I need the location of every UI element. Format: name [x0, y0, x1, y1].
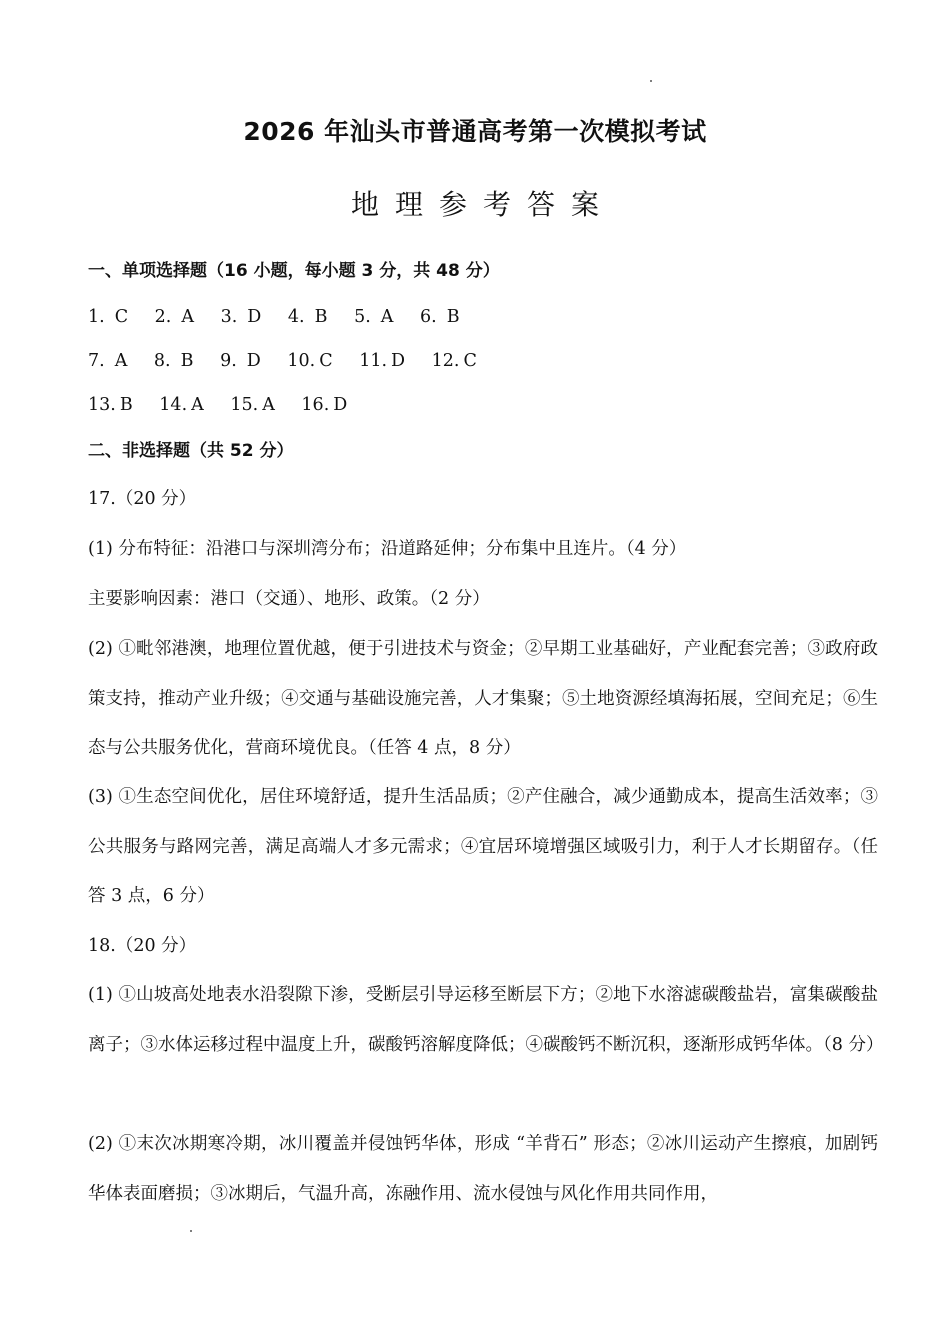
exam-title: 2026 年汕头市普通高考第一次模拟考试 [243, 117, 707, 146]
answer-item: 15. A [230, 395, 275, 415]
scan-speck [650, 80, 652, 82]
question-17-label: 17.（20 分） [88, 489, 197, 509]
section-2-heading: 二、非选择题（共 52 分） [88, 441, 294, 461]
q17-part1-answer: (1) 分布特征：沿港口与深圳湾分布；沿道路延伸；分布集中且连片。（4 分） [88, 539, 687, 559]
answer-item: 1. C [88, 307, 129, 327]
answer-item: 16. D [301, 395, 348, 415]
answer-item: 12. C [431, 351, 477, 371]
answer-item: 3. D [220, 307, 262, 327]
answer-key-subtitle: 地理参考答案 [350, 188, 615, 221]
answer-item: 9. D [220, 351, 261, 371]
q17-part3-answer: (3) ①生态空间优化，居住环境舒适，提升生活品质；②产住融合，减少通勤成本，提高生活效率；③公共服务与路网完善，满足高端人才多元需求；④宜居环境增强区域吸引力，利于人才长期留存。（任答 3 点，6 分） [88, 787, 878, 906]
answer-row-3 [88, 391, 368, 419]
answer-item: 7. A [88, 351, 128, 371]
answer-item: 5. A [354, 307, 394, 327]
answer-item: 13. B [88, 395, 133, 415]
q18-part1-answer: (1) ①山坡高处地表水沿裂隙下渗，受断层引导运移至断层下方；②地下水溶滤碳酸盐岩，富集碳酸盐离子；③水体运移过程中温度上升，碳酸钙溶解度降低；④碳酸钙不断沉积，逐渐形成钙华体。（8 分） [88, 985, 884, 1055]
section-1-heading: 一、单项选择题（16 小题，每小题 3 分，共 48 分） [88, 261, 500, 281]
q17-part2-answer: (2) ①毗邻港澳，地理位置优越，便于引进技术与资金；②早期工业基础好，产业配套完善；③政府政策支持，推动产业升级；④交通与基础设施完善，人才集聚；⑤土地资源经填海拓展，空间充足；⑥生态与公共服务优化，营商环境优良。（任答 4 点，8 分） [88, 639, 878, 758]
answer-item: 8. B [153, 351, 194, 371]
answer-item: 11. D [359, 351, 406, 371]
answer-item: 2. A [154, 307, 195, 327]
answer-item: 10. C [287, 351, 333, 371]
question-18-label: 18.（20 分） [88, 936, 197, 956]
answer-item: 14. A [159, 395, 204, 415]
answer-item: 4. B [287, 307, 328, 327]
q17-part1-factors: 主要影响因素：港口（交通）、地形、政策。（2 分） [88, 589, 490, 609]
scan-speck [190, 1230, 192, 1232]
answer-row-2 [88, 347, 498, 375]
q18-part2-answer: (2) ①末次冰期寒冷期，冰川覆盖并侵蚀钙华体，形成 “羊背石” 形态；②冰川运动产生擦痕，加剧钙华体表面磨损；③冰期后，气温升高，冻融作用、流水侵蚀与风化作用共同作用， [88, 1134, 878, 1204]
answer-item: 6. B [419, 307, 460, 327]
answer-row-1 [88, 303, 481, 331]
